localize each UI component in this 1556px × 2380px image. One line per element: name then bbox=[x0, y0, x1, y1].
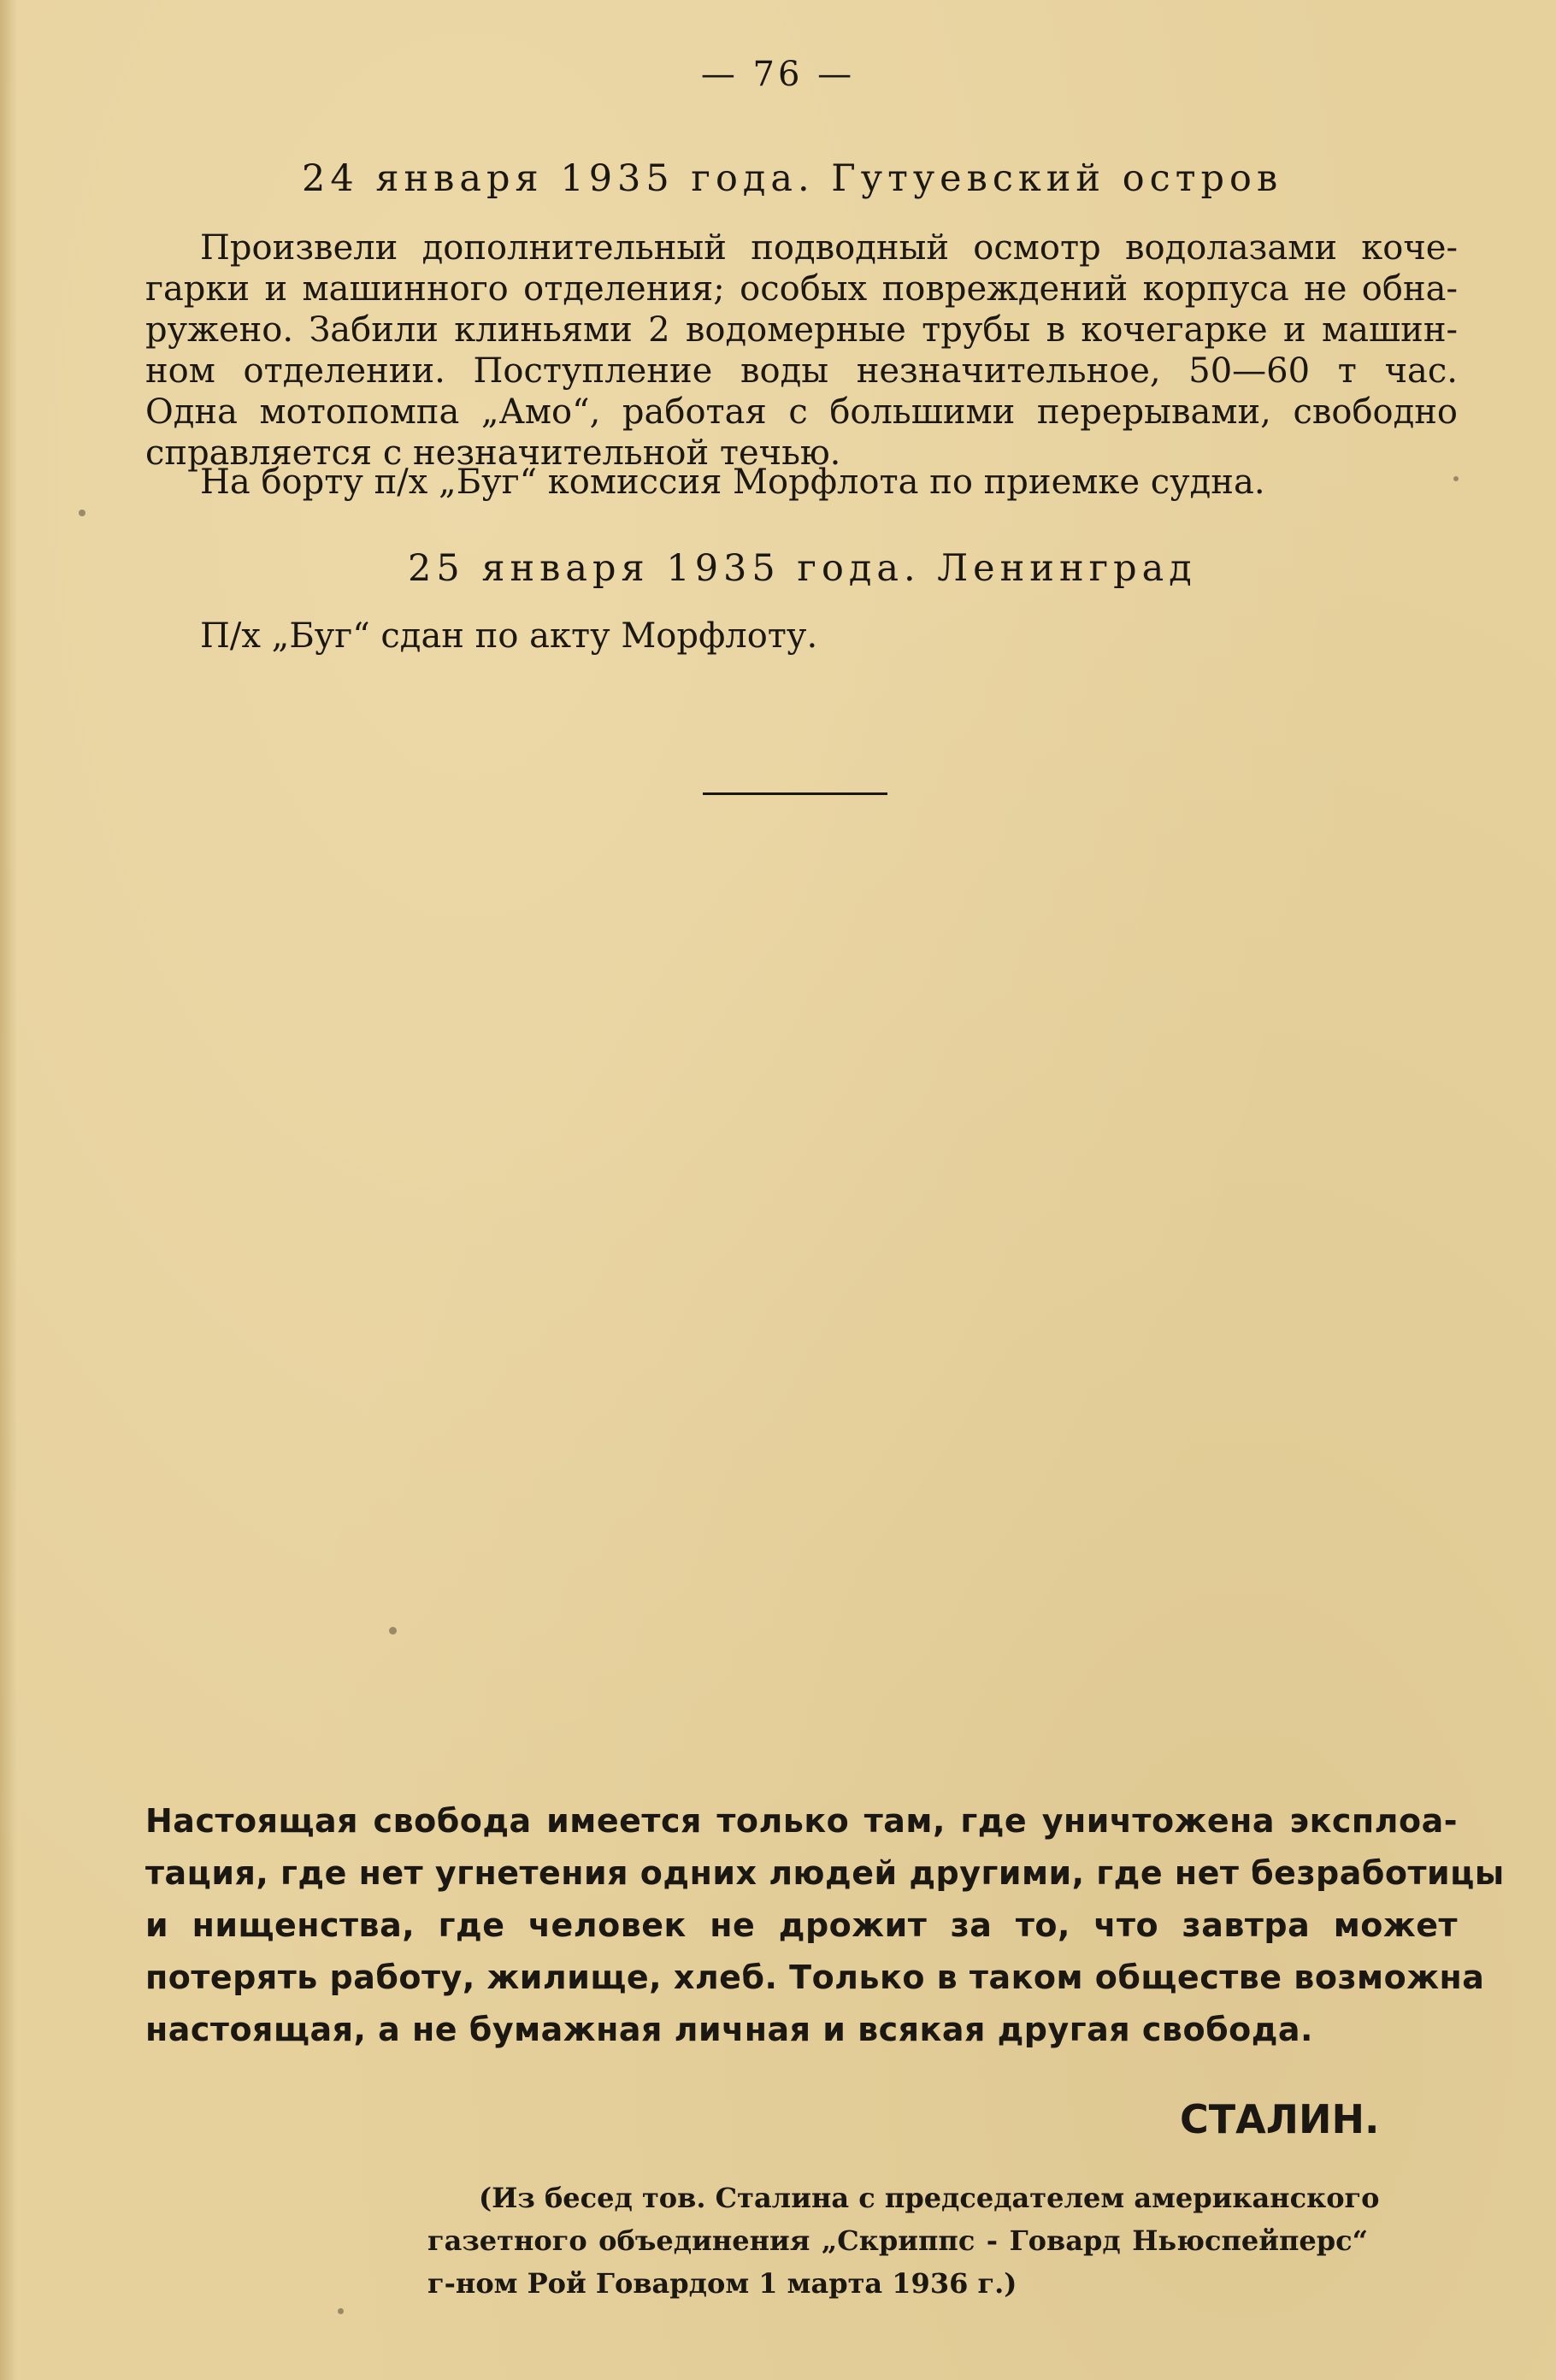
paragraph-line: Одна мотопомпа „Амо“, работая с большими перерывами, свободно bbox=[145, 392, 1458, 432]
source-line: (Из бесед тов. Сталина с председателем американского bbox=[479, 2182, 1380, 2214]
quote-line: потерять работу, жилище, хлеб. Только в таком обществе возможна bbox=[145, 1959, 1485, 1996]
entry-heading-jan-25: 25 января 1935 года. Ленинград bbox=[408, 547, 1197, 590]
paper-speck bbox=[1453, 476, 1459, 481]
page-number: — 76 — bbox=[700, 55, 856, 94]
paper-speck bbox=[79, 510, 85, 516]
entry-heading-jan-24: 24 января 1935 года. Гутуевский остров bbox=[302, 157, 1283, 200]
quote-line: тация, где нет угнетения одних людей другими, где нет безработицы bbox=[145, 1854, 1505, 1892]
entry-paragraph bbox=[145, 462, 1458, 503]
paragraph-line: П/х „Буг“ сдан по акту Морфлоту. bbox=[200, 616, 818, 656]
quote-author: СТАЛИН. bbox=[1180, 2096, 1380, 2142]
paragraph-line: На борту п/х „Буг“ комиссия Морфлота по приемке судна. bbox=[200, 462, 1265, 502]
stalin-quote bbox=[145, 1795, 1505, 2056]
page-spine-shadow bbox=[0, 0, 17, 2380]
paper-speck bbox=[338, 2308, 344, 2314]
entry-paragraph bbox=[145, 616, 1458, 657]
entry-paragraph bbox=[145, 227, 1458, 474]
paragraph-line: Произвели дополнительный подводный осмотр водолазами коче- bbox=[200, 228, 1458, 268]
quote-line: настоящая, а не бумажная личная и всякая другая свобода. bbox=[145, 2011, 1313, 2048]
paragraph-line: справляется с незначительной течью. bbox=[145, 433, 841, 473]
quote-source bbox=[427, 2177, 1380, 2305]
paragraph-line: гарки и машинного отделения; особых повреждений корпуса не обна- bbox=[145, 269, 1458, 309]
paragraph-line: ном отделении. Поступление воды незначительное, 50—60 т час. bbox=[145, 351, 1458, 391]
quote-line: Настоящая свобода имеется только там, где уничтожена эксплоа- bbox=[145, 1802, 1458, 1840]
source-line: газетного объединения „Скриппс - Говард Ньюспейперс“ bbox=[427, 2224, 1368, 2257]
paper-speck bbox=[389, 1627, 397, 1635]
paragraph-line: ружено. Забили клиньями 2 водомерные трубы в кочегарке и машин- bbox=[145, 310, 1458, 350]
section-divider bbox=[703, 792, 887, 795]
quote-line: и нищенства, где человек не дрожит за то, что завтра может bbox=[145, 1906, 1458, 1944]
source-line: г-ном Рой Говардом 1 марта 1936 г.) bbox=[427, 2267, 1017, 2300]
